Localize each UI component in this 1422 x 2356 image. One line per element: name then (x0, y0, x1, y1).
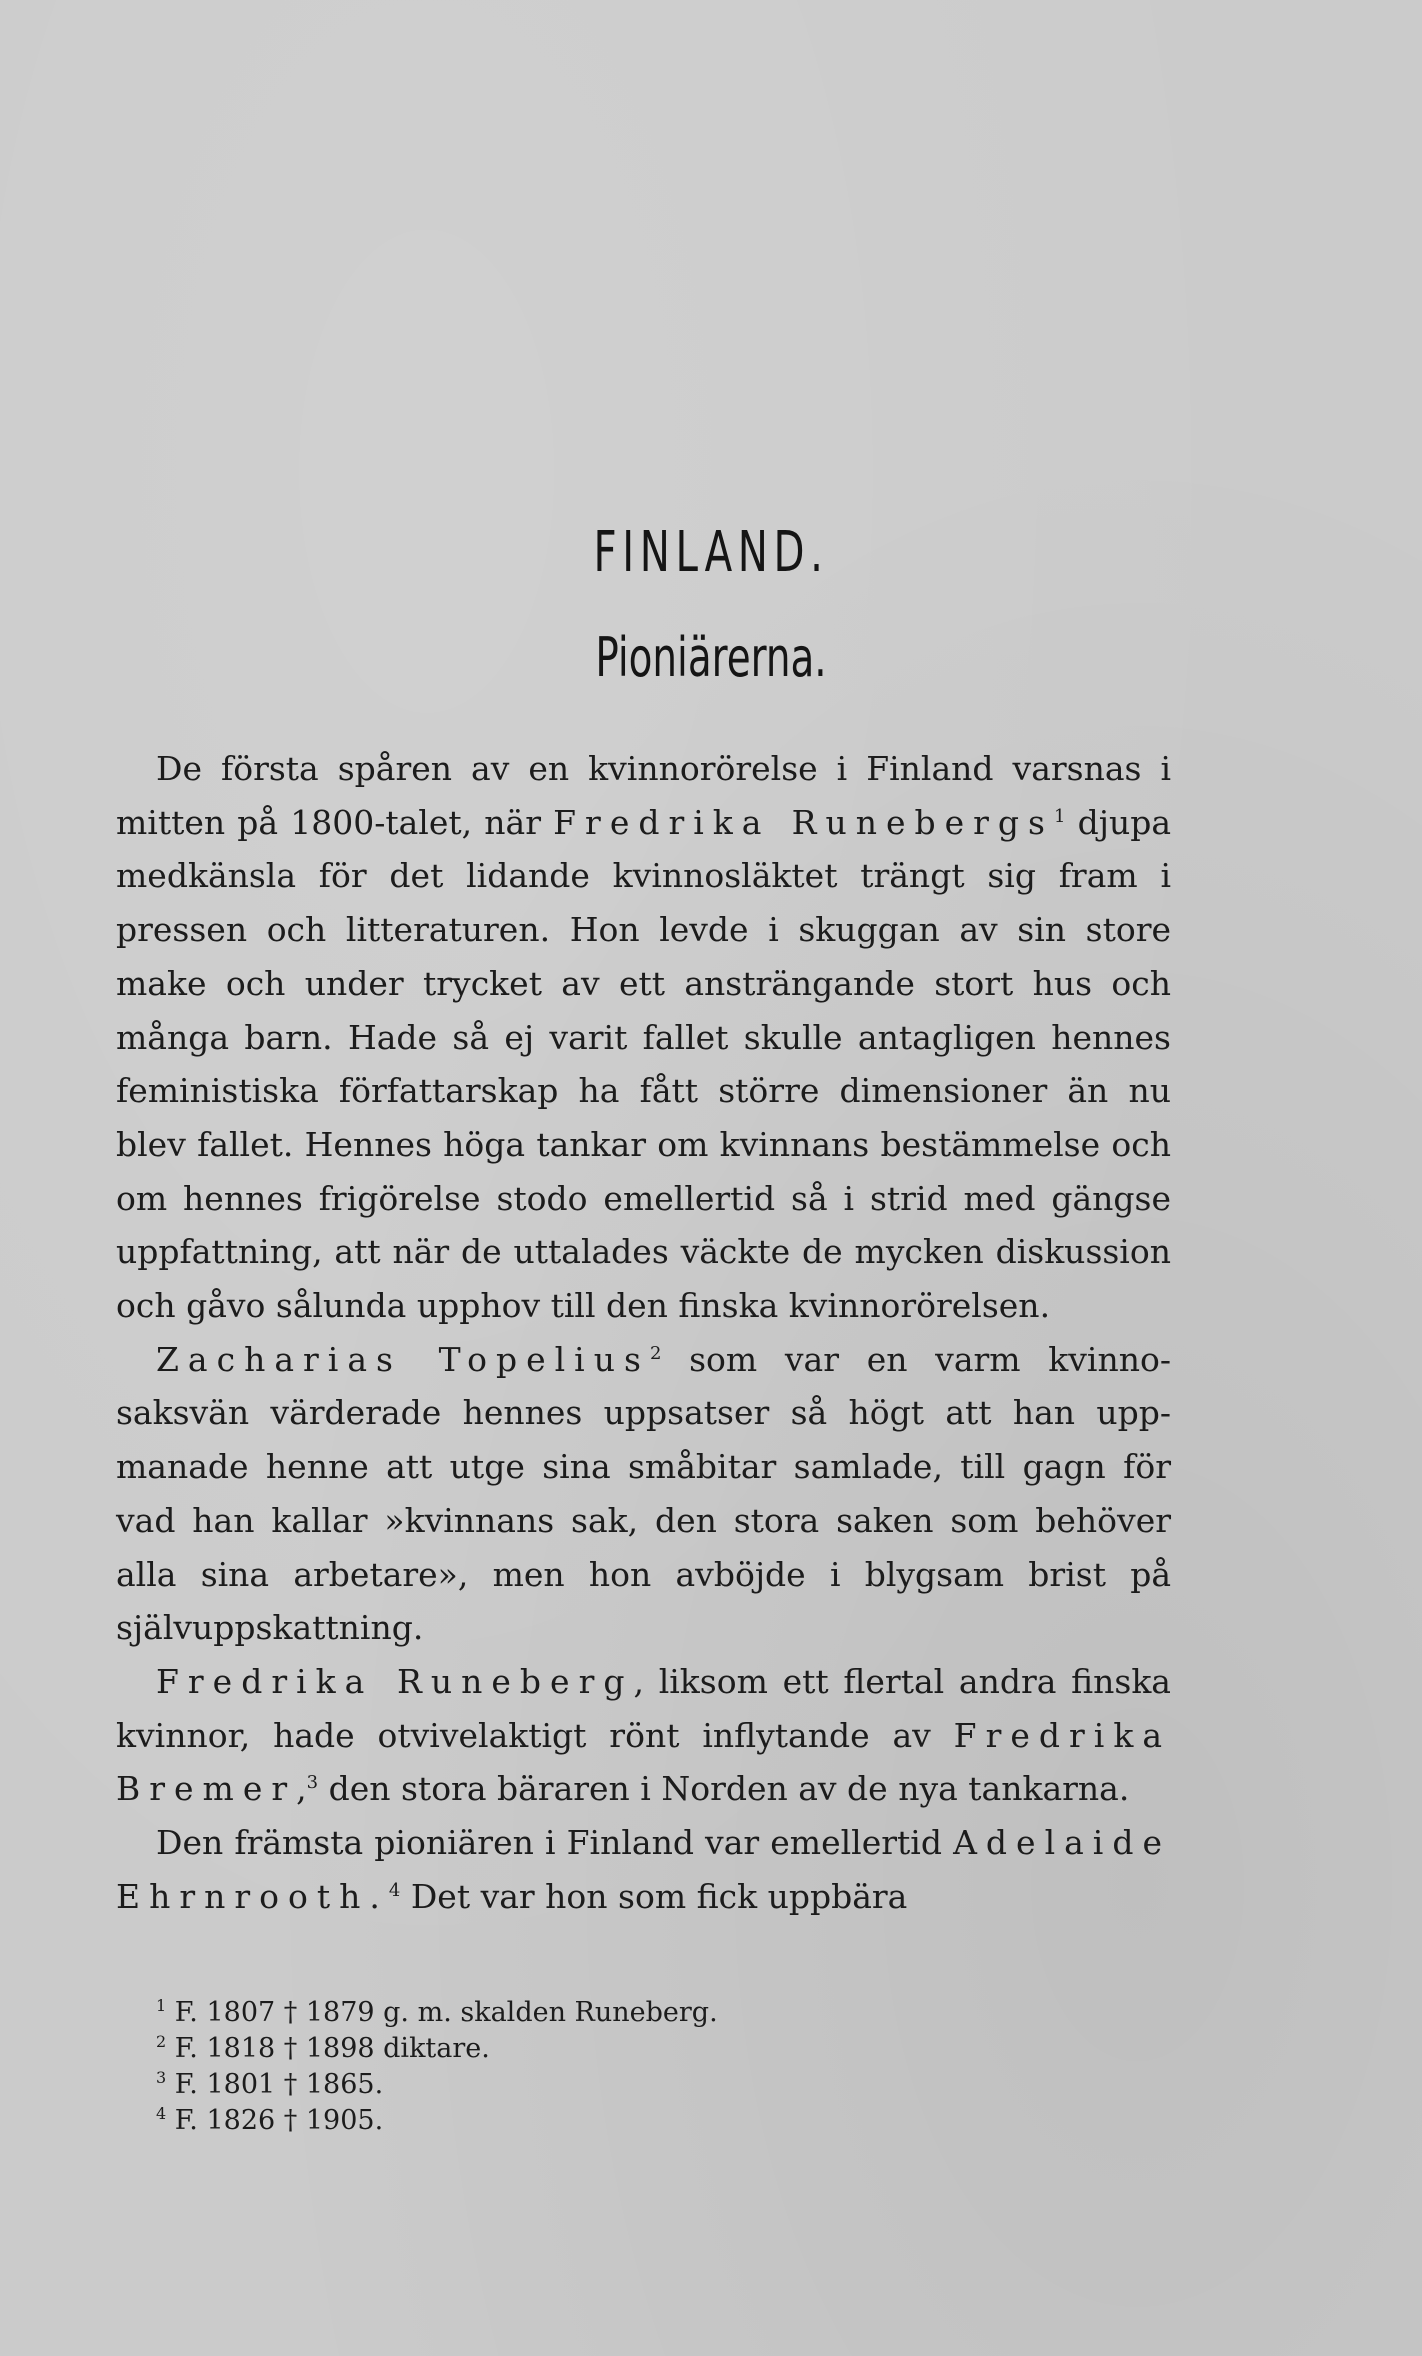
footnote (156, 1995, 1056, 2031)
spaced-name: Fredrika Runebergs (553, 802, 1054, 842)
footnote-text: F. 1826 † 1905. (174, 2105, 384, 2136)
footnote-text: F. 1807 † 1879 g. m. skalden Runeberg. (174, 1997, 718, 2028)
paragraph-text: Den främsta pioniären i Finland var emellertid (156, 1823, 954, 1863)
chapter-title: FINLAND. (593, 520, 829, 585)
footnote-mark: 3 (156, 2068, 167, 2087)
paragraph-text: den stora bäraren i Norden av de nya tankarna. (318, 1769, 1130, 1809)
footnote-mark: 1 (156, 1996, 167, 2015)
footnote-text: F. 1801 † 1865. (174, 2069, 384, 2100)
paragraph-text: De första spåren av en kvinnorörelse i Finland varsnas i mitten på 1800-talet, när (116, 749, 1171, 842)
body-text (116, 742, 1171, 1923)
footnote (156, 2103, 1056, 2139)
paragraph-text: som var en varm kvinnosaksvän värderade hennes uppsatser så högt att han uppmanade henne att utge sina småbitar samlade, till gagn för vad han kallar »kvinnans sak, den stora saken som behöver alla sina arbetare», men hon avböjde i blygsam brist på självuppskattning. (116, 1339, 1171, 1648)
paragraph-text: , liksom ett flertal andra finska kvinnor, hade otvivelaktigt rönt inflytande av (116, 1661, 1171, 1755)
footnote-ref: 2 (649, 1342, 662, 1364)
spaced-name: Fredrika Runeberg (156, 1661, 634, 1701)
paragraph-3 (116, 1655, 1171, 1816)
spaced-name: Adelaide Ehrnrooth. (116, 1823, 1171, 1916)
footnote-mark: 2 (156, 2032, 167, 2051)
section-title: Pioniärerna. (595, 626, 827, 689)
paragraph-2 (116, 1333, 1171, 1655)
spaced-name: Zacharias Topelius (156, 1339, 650, 1379)
paragraph-4 (116, 1816, 1171, 1923)
spaced-name: Fredrika Bremer (116, 1715, 1171, 1809)
footnote-text: F. 1818 † 1898 diktare. (174, 2033, 490, 2064)
footnote-mark: 4 (156, 2104, 167, 2123)
footnote-ref: 3 (306, 1772, 319, 1794)
footnotes (156, 1995, 1056, 2139)
footnote-ref: 4 (388, 1879, 401, 1901)
paragraph-text: Det var hon som fick uppbära (400, 1876, 908, 1916)
footnote (156, 2067, 1056, 2103)
paragraph-text: djupa medkänsla för det lidande kvinnosläktet trängt sig fram i pressen och litteraturen. Hon levde i skuggan av sin store make och under trycket av ett ansträngande stort hus och många barn. Hade så ej varit fallet skulle antagligen hennes feministiska författarskap ha fått större dimensioner än nu blev fallet. Hennes höga tankar om kvinnans bestämmelse och om hennes frigörelse stodo emellertid så i strid med gängse uppfattning, att när de uttalades väckte de mycken diskussion och gåvo sålunda upphov till den finska kvinnorörelsen. (116, 802, 1171, 1326)
paragraph-1 (116, 742, 1171, 1333)
footnote (156, 2031, 1056, 2067)
paragraph-text: , (296, 1769, 307, 1809)
footnote-ref: 1 (1053, 805, 1066, 827)
